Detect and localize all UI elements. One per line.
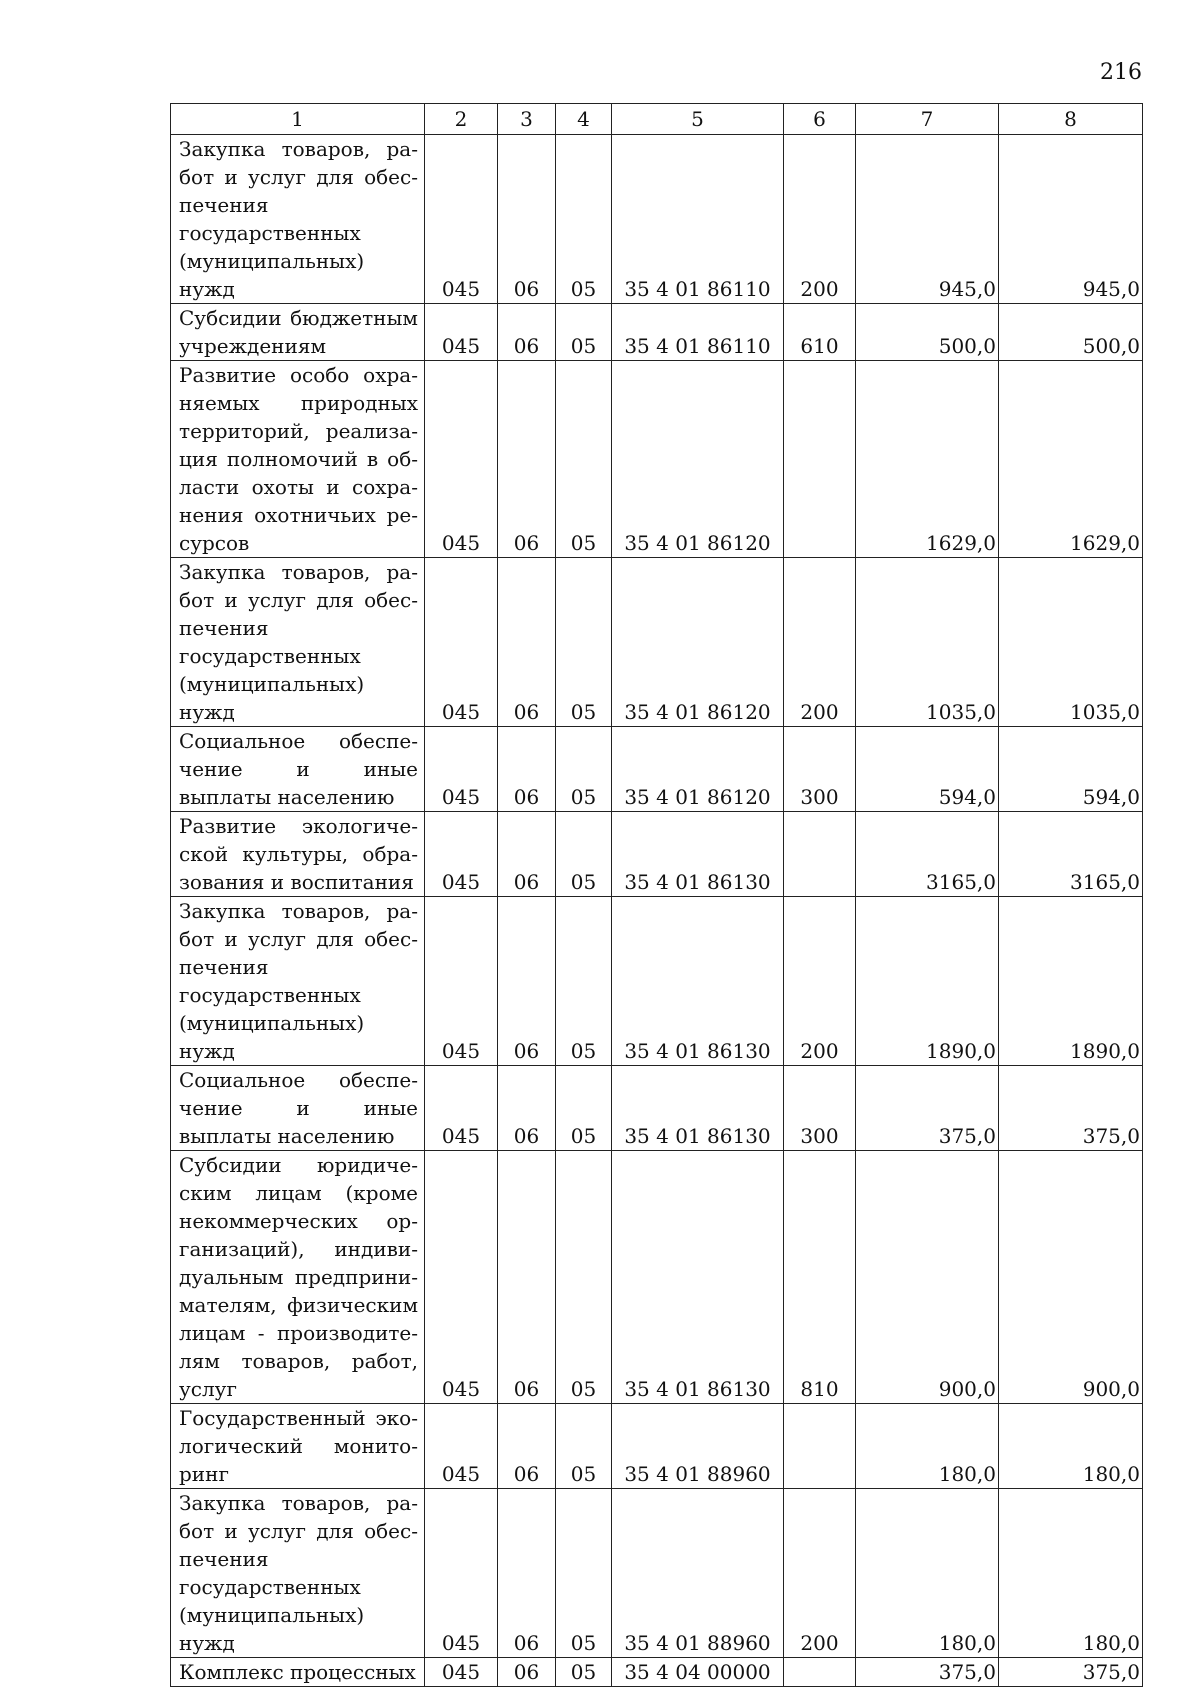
cell-target-article: 35 4 01 88960 — [612, 1404, 784, 1489]
budget-table — [170, 103, 1143, 1687]
cell-expense-type: 200 — [784, 1489, 856, 1658]
table-row — [171, 304, 1143, 361]
column-header: 4 — [556, 104, 612, 135]
cell-section: 06 — [498, 1489, 556, 1658]
cell-subsection: 05 — [556, 1404, 612, 1489]
table-row — [171, 558, 1143, 727]
cell-admin-code: 045 — [425, 897, 498, 1066]
cell-subsection: 05 — [556, 1151, 612, 1404]
cell-admin-code: 045 — [425, 1404, 498, 1489]
cell-admin-code: 045 — [425, 304, 498, 361]
cell-target-article: 35 4 01 86130 — [612, 812, 784, 897]
cell-section: 06 — [498, 304, 556, 361]
cell-amount-1: 945,0 — [856, 135, 999, 304]
cell-amount-2: 1890,0 — [999, 897, 1143, 1066]
column-header: 8 — [999, 104, 1143, 135]
cell-subsection: 05 — [556, 558, 612, 727]
cell-amount-1: 180,0 — [856, 1489, 999, 1658]
table-row — [171, 897, 1143, 1066]
cell-expense-type — [784, 1404, 856, 1489]
cell-amount-1: 500,0 — [856, 304, 999, 361]
table-row — [171, 812, 1143, 897]
cell-admin-code: 045 — [425, 1658, 498, 1687]
column-header: 2 — [425, 104, 498, 135]
table-row — [171, 1404, 1143, 1489]
cell-admin-code: 045 — [425, 812, 498, 897]
row-description: Закупка товаров, работ и услуг для обеспечения государственных (муниципальных) нужд — [171, 1489, 425, 1658]
cell-expense-type: 200 — [784, 897, 856, 1066]
cell-amount-2: 1035,0 — [999, 558, 1143, 727]
cell-amount-1: 1035,0 — [856, 558, 999, 727]
cell-target-article: 35 4 01 86130 — [612, 897, 784, 1066]
cell-admin-code: 045 — [425, 1151, 498, 1404]
cell-amount-2: 375,0 — [999, 1658, 1143, 1687]
row-description: Субсидии юридическим лицам (кроме некоммерческих организаций), индивидуальным предпринимателям, физическим лицам - производителям товаров, работ, услуг — [171, 1151, 425, 1404]
cell-amount-2: 500,0 — [999, 304, 1143, 361]
cell-expense-type — [784, 361, 856, 558]
table-row — [171, 1489, 1143, 1658]
column-header: 3 — [498, 104, 556, 135]
table-row — [171, 135, 1143, 304]
cell-target-article: 35 4 04 00000 — [612, 1658, 784, 1687]
cell-section: 06 — [498, 1066, 556, 1151]
cell-admin-code: 045 — [425, 727, 498, 812]
cell-target-article: 35 4 01 88960 — [612, 1489, 784, 1658]
table-row — [171, 1066, 1143, 1151]
cell-expense-type: 810 — [784, 1151, 856, 1404]
row-description: Закупка товаров, работ и услуг для обеспечения государственных (муниципальных) нужд — [171, 558, 425, 727]
cell-target-article: 35 4 01 86120 — [612, 558, 784, 727]
cell-section: 06 — [498, 361, 556, 558]
row-description: Закупка товаров, работ и услуг для обеспечения государственных (муниципальных) нужд — [171, 897, 425, 1066]
table-row — [171, 361, 1143, 558]
cell-amount-1: 1890,0 — [856, 897, 999, 1066]
cell-section: 06 — [498, 812, 556, 897]
cell-amount-2: 945,0 — [999, 135, 1143, 304]
cell-expense-type: 300 — [784, 727, 856, 812]
cell-amount-1: 3165,0 — [856, 812, 999, 897]
cell-subsection: 05 — [556, 135, 612, 304]
cell-expense-type: 300 — [784, 1066, 856, 1151]
cell-target-article: 35 4 01 86130 — [612, 1066, 784, 1151]
table-row — [171, 1151, 1143, 1404]
cell-amount-2: 1629,0 — [999, 361, 1143, 558]
cell-expense-type: 200 — [784, 135, 856, 304]
cell-admin-code: 045 — [425, 558, 498, 727]
row-description: Закупка товаров, работ и услуг для обеспечения государственных (муниципальных) нужд — [171, 135, 425, 304]
cell-amount-1: 180,0 — [856, 1404, 999, 1489]
table-row — [171, 1658, 1143, 1687]
cell-admin-code: 045 — [425, 135, 498, 304]
cell-subsection: 05 — [556, 812, 612, 897]
cell-target-article: 35 4 01 86130 — [612, 1151, 784, 1404]
cell-admin-code: 045 — [425, 1489, 498, 1658]
cell-target-article: 35 4 01 86120 — [612, 727, 784, 812]
cell-amount-2: 3165,0 — [999, 812, 1143, 897]
row-description: Социальное обеспечение и иные выплаты населению — [171, 1066, 425, 1151]
cell-target-article: 35 4 01 86120 — [612, 361, 784, 558]
cell-amount-1: 375,0 — [856, 1066, 999, 1151]
cell-admin-code: 045 — [425, 1066, 498, 1151]
cell-subsection: 05 — [556, 304, 612, 361]
cell-expense-type: 610 — [784, 304, 856, 361]
row-description: Социальное обеспечение и иные выплаты населению — [171, 727, 425, 812]
cell-amount-2: 180,0 — [999, 1404, 1143, 1489]
table-row — [171, 727, 1143, 812]
row-description: Субсидии бюджетным учреждениям — [171, 304, 425, 361]
cell-subsection: 05 — [556, 1066, 612, 1151]
row-description: Государственный экологический мониторинг — [171, 1404, 425, 1489]
cell-subsection: 05 — [556, 1658, 612, 1687]
row-description: Комплекс процессных — [171, 1658, 425, 1687]
cell-expense-type — [784, 812, 856, 897]
cell-section: 06 — [498, 897, 556, 1066]
cell-expense-type: 200 — [784, 558, 856, 727]
cell-amount-2: 594,0 — [999, 727, 1143, 812]
column-header: 7 — [856, 104, 999, 135]
column-header: 5 — [612, 104, 784, 135]
cell-target-article: 35 4 01 86110 — [612, 135, 784, 304]
cell-amount-2: 375,0 — [999, 1066, 1143, 1151]
cell-section: 06 — [498, 1658, 556, 1687]
cell-subsection: 05 — [556, 1489, 612, 1658]
cell-section: 06 — [498, 135, 556, 304]
cell-section: 06 — [498, 727, 556, 812]
row-description: Развитие особо охраняемых природных территорий, реализация полномочий в области охоты и сохранения охотничьих ресурсов — [171, 361, 425, 558]
cell-subsection: 05 — [556, 361, 612, 558]
cell-expense-type — [784, 1658, 856, 1687]
cell-section: 06 — [498, 1404, 556, 1489]
column-header: 6 — [784, 104, 856, 135]
cell-amount-1: 1629,0 — [856, 361, 999, 558]
cell-amount-1: 594,0 — [856, 727, 999, 812]
row-description: Развитие экологической культуры, образования и воспитания — [171, 812, 425, 897]
page-number: 216 — [1100, 60, 1142, 85]
cell-target-article: 35 4 01 86110 — [612, 304, 784, 361]
cell-section: 06 — [498, 1151, 556, 1404]
cell-amount-1: 375,0 — [856, 1658, 999, 1687]
cell-subsection: 05 — [556, 897, 612, 1066]
cell-subsection: 05 — [556, 727, 612, 812]
table-header-row — [171, 104, 1143, 135]
cell-amount-1: 900,0 — [856, 1151, 999, 1404]
cell-amount-2: 900,0 — [999, 1151, 1143, 1404]
column-header: 1 — [171, 104, 425, 135]
cell-admin-code: 045 — [425, 361, 498, 558]
cell-amount-2: 180,0 — [999, 1489, 1143, 1658]
cell-section: 06 — [498, 558, 556, 727]
